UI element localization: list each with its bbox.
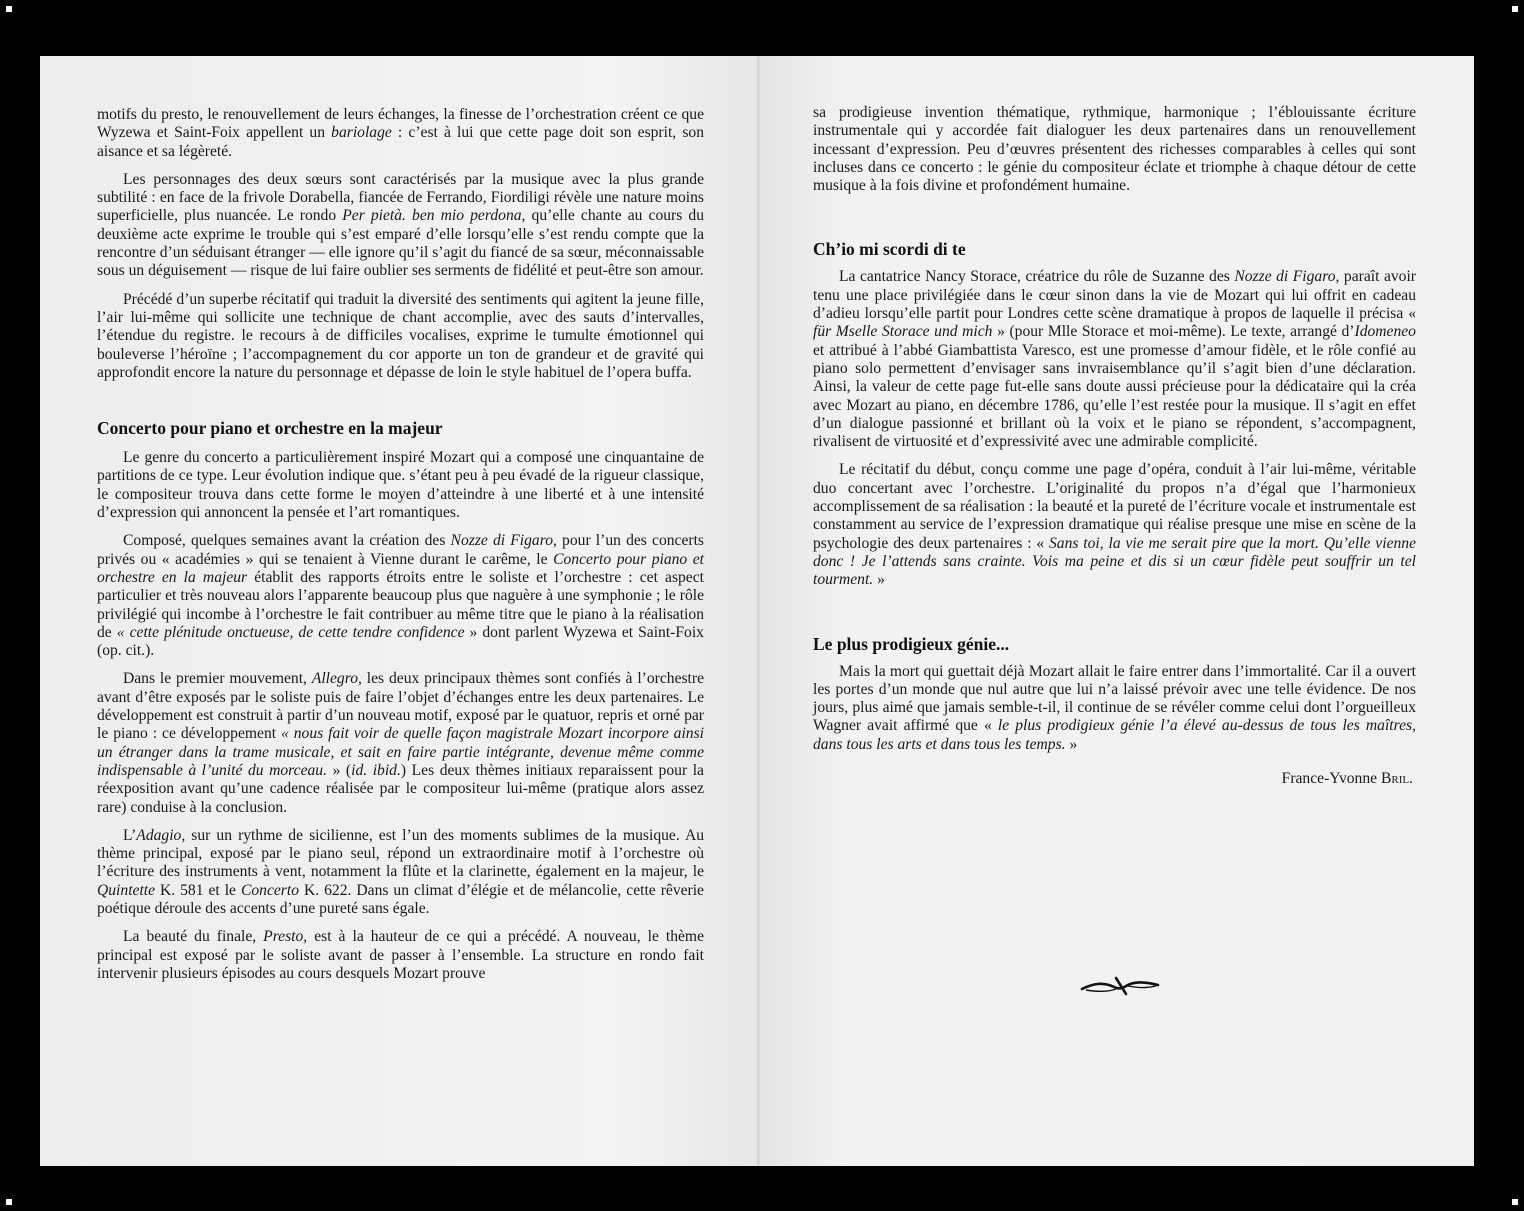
author-first-name: France-Yvonne bbox=[1281, 770, 1381, 788]
section-heading-genie: Le plus prodigieux génie... bbox=[813, 633, 1010, 654]
text: ) Les deux thèmes initiaux reparaissent pour la réexposition avant qu’une cadence réalisée par le compositeur lui-même (pratique alors assez rare) conduise à la conclusion. bbox=[97, 761, 704, 816]
section-heading-concerto: Concerto pour piano et orchestre en la majeur bbox=[97, 418, 443, 439]
text: et attribué à l’abbé Giambattista Varesco, est une promesse d’amour fidèle, et le rôle confié au piano solo permettent d’envisager sans invraisemblance qu’il s’agit bien d’une déclaration. Ainsi, la valeur de cette page fut-elle sans doute aussi précieuse pour la dédicataire qui la créa avec Mozart au piano, en décembre 1786, qu’elle l’est restée pour la musique. Il s’agit en effet d’un dialogue passionné et brillant où la voix et le piano se répondent, s’accompagnent, rivalisent de virtuosité et d’expressivité avec une admirable complicité. bbox=[813, 341, 1416, 451]
text: motifs du presto, le renouvellement de leurs échanges, la finesse de l’orchestration créent ce que Wyzewa et Saint-Foix appellent un bbox=[97, 106, 704, 142]
scan-corner-mark bbox=[1512, 6, 1518, 12]
italic-text: für Mselle Storace und mich bbox=[813, 323, 993, 341]
text: » dont parlent Wyzewa et Saint-Foix (op. cit.). bbox=[97, 623, 704, 660]
text: K. 581 et le bbox=[155, 881, 241, 899]
text: établit des rapports étroits entre le soliste et l’orchestre : cet aspect particulier et très nouveau alors l’apparente beaucoup plus que naguère à une symphonie ; le rôle privilégié qui incombe à l’orchestre le fait contribuer au même titre que le piano à la réalisation de bbox=[97, 568, 704, 641]
italic-text: Concerto pour piano et orchestre en la majeur bbox=[97, 550, 705, 586]
text: qu’elle chante au cours du deuxième acte exprime le trouble qui s’est emparé d’elle lorsqu’elle s’est rendu compte que la rencontre d’un séduisant étranger — elle ignore qu’il s’agit du fiancé de sa sœur, méconnaissable sous un déguisement — risque de lui faire oublier ses serments de fidélité et peut-être son amour. bbox=[97, 207, 704, 280]
paragraph bbox=[97, 532, 704, 660]
text: paraît avoir tenu une place privilégiée dans le cœur sinon dans la vie de Mozart qui lui offrit en cadeau d’adieu lorsqu’elle partit pour Londres cette scène dramatique à propos de laquelle il précisa « bbox=[813, 268, 1416, 323]
italic-text: Allegro, bbox=[311, 670, 362, 688]
ornament-flourish-icon bbox=[1080, 974, 1160, 998]
text: Les personnages des deux sœurs sont caractérisés par la musique avec la plus grande subtilité : en face de la frivole Dorabella, fiancée de Ferrando, Fiordiligi révèle une nature moins superficielle, plus nuancée. Le rondo bbox=[97, 170, 704, 225]
scan-corner-mark bbox=[1512, 1199, 1518, 1205]
scan-corner-mark bbox=[6, 6, 12, 12]
italic-text: Idomeneo bbox=[1354, 323, 1416, 341]
paragraph bbox=[97, 106, 704, 161]
text: Le récitatif du début, conçu comme une page d’opéra, conduit à l’air lui-même, véritable duo concertant avec l’orchestre. L’originalité du propos n’a d’égal que l’harmonieux accomplissement de sa réalisation : la beauté et la pureté de l’écriture vocale et instrumentale est constamment au service de l’expression dramatique qui réalise presque une mise en scène de la psychologie des deux partenaires : « bbox=[813, 461, 1416, 552]
paragraph bbox=[813, 461, 1416, 589]
paragraph: Précédé d’un superbe récitatif qui traduit la diversité des sentiments qui agitent la jeune fille, l’air lui-même qui sollicite une technique de chant accomplie, avec des sauts d’intervalles, l’étendue du registre. le recours à de difficiles vocalises, exprime le tumulte émotionnel qui bouleverse l’héroïne ; l’accompagnement du cor apporte un ton de grandeur et de gravité qui approfondit encore la nature du personnage et dépasse de loin le style habituel de l’opera buffa. bbox=[97, 290, 704, 381]
text: Mais la mort qui guettait déjà Mozart allait le faire entrer dans l’immortalité. Car il a ouvert les portes d’un monde que nul autre que lui n’a laissé prévoir avec une telle évidence. De nos jours, plus aimé que jamais semble-t-il, il continue de se révéler comme celui dont l’orgueilleux Wagner avait affirmé que « bbox=[813, 662, 1416, 735]
text: La beauté du finale, bbox=[123, 928, 264, 946]
italic-text: « nous fait voir de quelle façon magistrale Mozart incorpore ainsi un étranger dans la trame musicale, et sait en faire partie intégrante, devenue même comme indispensable à l’unité du morceau. bbox=[97, 725, 705, 779]
italic-text: id. ibid. bbox=[351, 761, 401, 779]
text: est à la hauteur de ce qui a précédé. A nouveau, le thème principal est exposé par le soliste avant de passer à l’ensemble. La structure en rondo fait intervenir plusieurs épisodes au cours desquels Mozart prouve bbox=[97, 928, 704, 982]
paragraph bbox=[97, 827, 704, 918]
text: les deux principaux thèmes sont confiés à l’orchestre avant d’être exposés par le soliste puis de faire l’objet d’échanges entre les deux partenaires. Le développement est construit à partir d’un nouveau motif, exposé par le quatuor, repris et orné par le piano : ce développement bbox=[97, 670, 704, 743]
italic-text: Per pietà. ben mio perdona, bbox=[342, 207, 526, 225]
author-last-name: Bril. bbox=[1380, 770, 1413, 788]
paragraph bbox=[813, 268, 1416, 451]
italic-text: Quintette bbox=[97, 881, 156, 899]
text: K. 622. Dans un climat d’élégie et de mélancolie, cette rêverie poétique déroule des accents d’une pureté sans égale. bbox=[97, 881, 704, 917]
italic-text: Concerto bbox=[240, 881, 300, 899]
italic-text: Presto, bbox=[263, 928, 308, 946]
text: sur un rythme de sicilienne, est l’un des moments sublimes de la musique. Au thème principal, exposé par le piano seul, répond un extraordinaire motif à l’orchestre où l’écriture des instruments à vent, notamment la flûte et la clarinette, également en la majeur, le bbox=[97, 826, 704, 881]
paragraph bbox=[813, 663, 1416, 754]
paragraph bbox=[97, 171, 704, 281]
text: Dans le premier mouvement, bbox=[123, 670, 312, 688]
text: La cantatrice Nancy Storace, créatrice du rôle de Suzanne des bbox=[839, 268, 1235, 286]
text: pour l’un des concerts privés ou « académies » qui se tenaient à Vienne durant le carême, le bbox=[97, 532, 704, 568]
italic-text: Nozze di Figaro, bbox=[1234, 268, 1340, 286]
italic-text: Adagio, bbox=[136, 826, 186, 844]
text: » bbox=[873, 571, 885, 589]
right-page bbox=[762, 56, 1474, 1166]
text: » (pour Mlle Storace et moi-même). Le texte, arrangé d’ bbox=[992, 323, 1355, 341]
italic-text: « cette plénitude onctueuse, de cette tendre confidence bbox=[116, 623, 465, 641]
paragraph: Le genre du concerto a particulièrement inspiré Mozart qui a composé une cinquantaine de partitions de ce type. Leur évolution indique que. s’étant peu à peu évadé de la rigueur classique, le compositeur trouva dans cette forme le moyen d’atteindre à une liberté et à une intensité d’expression qui annoncent la pensée et l’art romantiques. bbox=[97, 449, 704, 522]
italic-text: Sans toi, la vie me serait pire que la mort. Qu’elle vienne donc ! Je l’attends sans crainte. Vois ma peine et dis si un cœur fidèle peut souffrir un tel tourment. bbox=[813, 534, 1417, 589]
text: L’ bbox=[123, 826, 137, 844]
text: Composé, quelques semaines avant la création des bbox=[123, 532, 451, 550]
author-signature bbox=[813, 770, 1416, 788]
italic-text: bariolage bbox=[331, 124, 392, 142]
italic-text: Nozze di Figaro, bbox=[450, 532, 557, 550]
paragraph bbox=[97, 928, 704, 983]
italic-text: le plus prodigieux génie l’a élevé au-dessus de tous les maîtres, dans tous les arts et dans tous les temps. bbox=[813, 717, 1417, 753]
scan-corner-mark bbox=[6, 1199, 12, 1205]
text: : c’est à lui que cette page doit son esprit, son aisance et sa légèreté. bbox=[97, 124, 704, 160]
paragraph: sa prodigieuse invention thématique, rythmique, harmonique ; l’éblouissante écriture instrumentale qui y accordée fait dialoguer les deux partenaires dans un renouvellement incessant d’expression. Peu d’œuvres présentent des richesses comparables à celles qui sont incluses dans ce concerto : le génie du compositeur éclate et triomphe à chaque détour de cette musique à la fois divine et profondément humaine. bbox=[813, 104, 1416, 195]
left-page bbox=[40, 56, 762, 1166]
section-heading-chio: Ch’io mi scordi di te bbox=[813, 239, 966, 260]
text: » bbox=[1065, 735, 1078, 753]
paragraph bbox=[97, 670, 704, 816]
text: » ( bbox=[327, 761, 352, 779]
